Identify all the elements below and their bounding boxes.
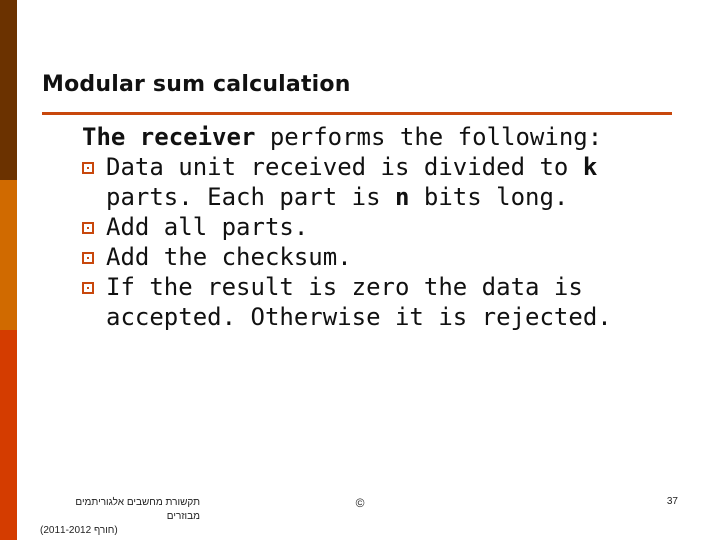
footer-page-number: 37 (666, 496, 678, 507)
bullet-text: Add the checksum. (106, 243, 352, 271)
bullet-text: bits long. (409, 183, 569, 211)
sidebar-stripe-top (0, 0, 17, 180)
footer-course-line: תקשורת מחשבים אלגוריתמים מבוזרים (75, 497, 200, 522)
bullet-list (82, 152, 682, 332)
bullet-text: parts. Each part is (106, 183, 395, 211)
bullet-text: Add all parts. (106, 213, 309, 241)
square-bullet-icon (82, 162, 94, 174)
bullet-text: Data unit received is divided to (106, 153, 583, 181)
bullet-bold-n: n (394, 183, 410, 211)
intro-lead: The receiver (82, 123, 256, 151)
square-bullet-icon (82, 282, 94, 294)
title-underline (42, 112, 672, 115)
square-bullet-icon (82, 222, 94, 234)
intro-rest: performs the following: (255, 123, 603, 151)
slide-body (82, 122, 682, 332)
list-item (82, 272, 682, 332)
bullet-bold-k: k (582, 153, 598, 181)
slide-title: Modular sum calculation (42, 72, 351, 97)
square-bullet-icon (82, 252, 94, 264)
list-item (82, 152, 682, 212)
sidebar-stripe-middle (0, 180, 17, 330)
list-item (82, 212, 682, 242)
list-item (82, 242, 682, 272)
footer-semester-line: (2011-2012 חורף) (40, 525, 118, 536)
intro-line (82, 122, 682, 152)
footer-copyright: © (355, 496, 365, 510)
footer-course-info (40, 496, 240, 538)
sidebar-stripe-bottom (0, 330, 17, 540)
bullet-text: If the result is zero the data is accepted. Otherwise it is rejected. (106, 273, 612, 331)
